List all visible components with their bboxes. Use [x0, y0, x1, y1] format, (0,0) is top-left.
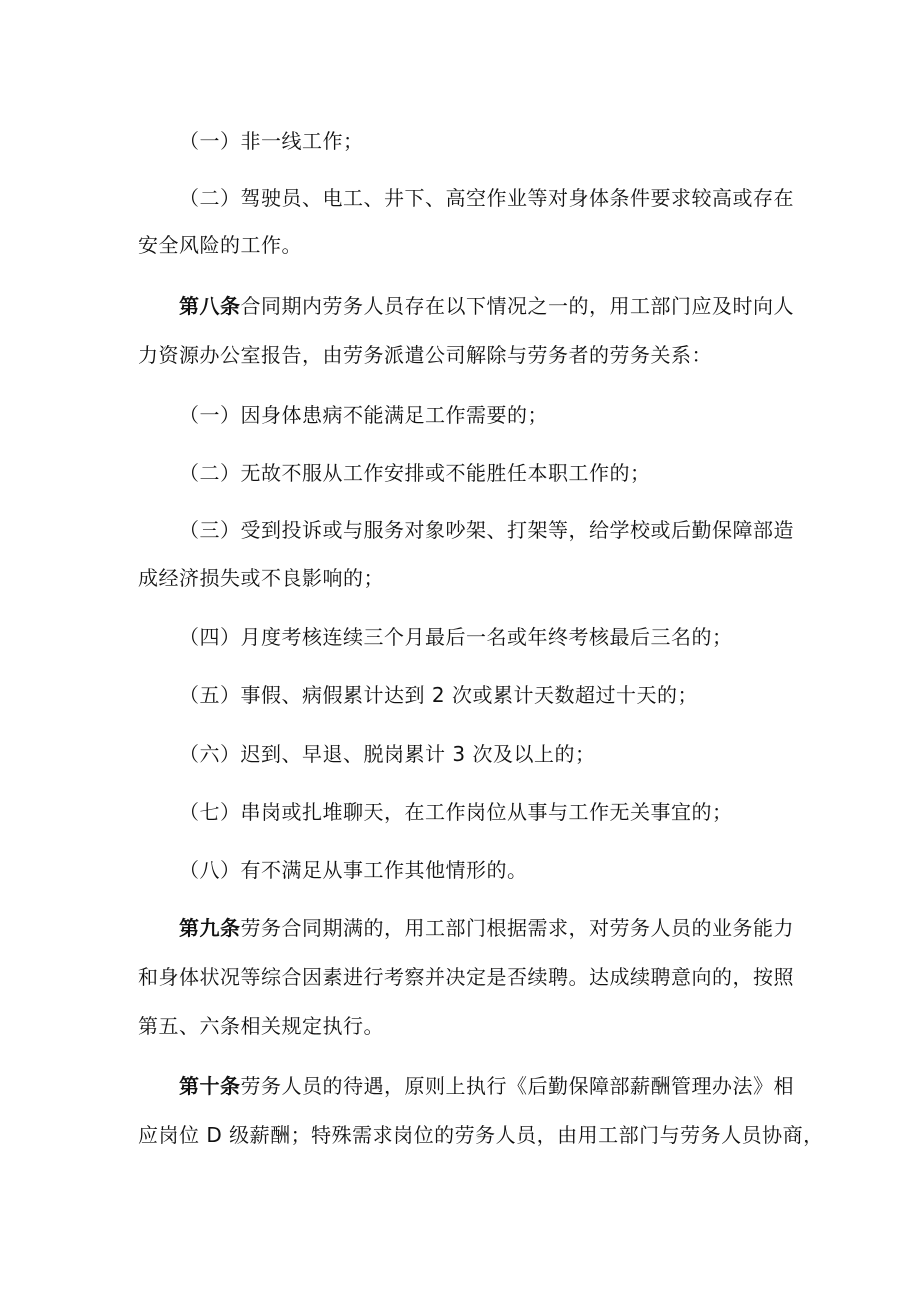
paragraph-1: （一）非一线工作；	[179, 129, 364, 153]
article-8-item-3-line-2: 成经济损失或不良影响的；	[138, 566, 384, 590]
paragraph-2-line-1: （二）驾驶员、电工、井下、高空作业等对身体条件要求较高或存在	[179, 186, 794, 210]
article-8-item-1: （一）因身体患病不能满足工作需要的；	[179, 403, 548, 427]
article-10-text: 劳务人员的待遇，原则上执行《后勤保障部薪酬管理办法》相	[240, 1074, 794, 1098]
article-9-text: 劳务合同期满的，用工部门根据需求，对劳务人员的业务能力	[240, 916, 794, 940]
article-8-item-4: （四）月度考核连续三个月最后一名或年终考核最后三名的；	[179, 625, 733, 649]
article-10-line-1	[179, 1072, 794, 1100]
article-9-heading: 第九条	[179, 916, 241, 940]
article-8-text: 合同期内劳务人员存在以下情况之一的，用工部门应及时向人	[240, 294, 794, 318]
article-10-line-2: 应岗位 D 级薪酬；特殊需求岗位的劳务人员，由用工部门与劳务人员协商，	[138, 1123, 824, 1147]
article-8-heading: 第八条	[179, 294, 241, 318]
article-8-item-7: （七）串岗或扎堆聊天，在工作岗位从事与工作无关事宜的；	[179, 800, 733, 824]
article-9-line-2: 和身体状况等综合因素进行考察并决定是否续聘。达成续聘意向的，按照	[138, 965, 794, 989]
paragraph-2-line-2: 安全风险的工作。	[138, 233, 302, 257]
article-8-item-3-line-1: （三）受到投诉或与服务对象吵架、打架等，给学校或后勤保障部造	[179, 518, 794, 542]
article-8-item-5: （五）事假、病假累计达到 2 次或累计天数超过十天的；	[179, 683, 698, 707]
article-8-item-2: （二）无故不服从工作安排或不能胜任本职工作的；	[179, 461, 651, 485]
article-8-item-8: （八）有不满足从事工作其他情形的。	[179, 858, 528, 882]
article-8-line-1	[179, 292, 794, 320]
article-10-heading: 第十条	[179, 1074, 241, 1098]
article-8-line-2: 力资源办公室报告，由劳务派遣公司解除与劳务者的劳务关系：	[138, 343, 712, 367]
article-8-item-6: （六）迟到、早退、脱岗累计 3 次及以上的；	[179, 742, 596, 766]
article-9-line-3: 第五、六条相关规定执行。	[138, 1014, 384, 1038]
article-9-line-1	[179, 914, 794, 942]
